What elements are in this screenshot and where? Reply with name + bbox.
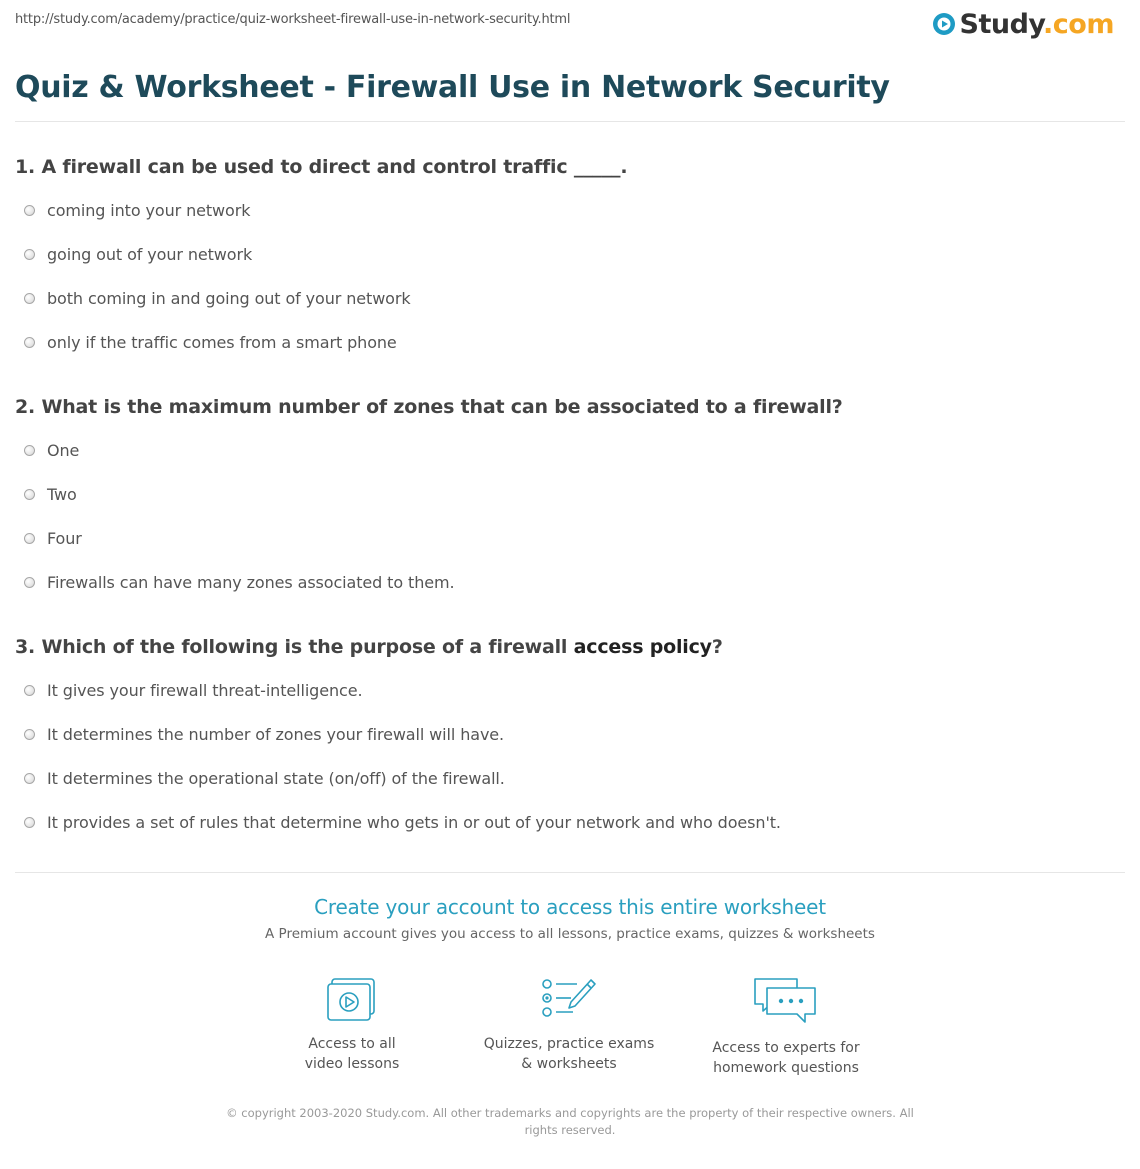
study-logo[interactable]	[933, 6, 1114, 42]
answer-label: It provides a set of rules that determine who gets in or out of your network and who doesn't.	[47, 812, 781, 832]
answer-label: It gives your firewall threat-intelligence.	[47, 680, 363, 700]
answer-label: both coming in and going out of your network	[47, 288, 411, 308]
page-title: Quiz & Worksheet - Firewall Use in Network Security	[15, 70, 890, 105]
radio-button[interactable]	[24, 533, 35, 544]
answer-label: Four	[47, 528, 82, 548]
question-emphasis: access policy	[573, 636, 712, 658]
radio-button[interactable]	[24, 293, 35, 304]
feature-label-line1: Quizzes, practice exams	[483, 1036, 655, 1052]
radio-button[interactable]	[24, 729, 35, 740]
feature-label-line1: Access to all	[308, 1036, 396, 1052]
feature-label-line2: & worksheets	[521, 1056, 617, 1072]
radio-button[interactable]	[24, 685, 35, 696]
question-2	[15, 394, 1125, 604]
answer-option[interactable]	[15, 516, 1125, 560]
question-1	[15, 154, 1125, 364]
play-logo-icon	[933, 13, 955, 35]
answer-option[interactable]	[15, 472, 1125, 516]
feature-video-lessons	[252, 976, 452, 1074]
quiz-checklist-icon	[541, 976, 597, 1024]
answer-list	[15, 668, 1125, 844]
radio-button[interactable]	[24, 205, 35, 216]
answer-label: It determines the operational state (on/off) of the firewall.	[47, 768, 505, 788]
chat-bubbles-icon	[753, 976, 819, 1028]
answer-option[interactable]	[15, 232, 1125, 276]
feature-label-line1: Access to experts for	[712, 1040, 860, 1056]
answer-list	[15, 188, 1125, 364]
answer-option[interactable]	[15, 800, 1125, 844]
radio-button[interactable]	[24, 445, 35, 456]
video-lessons-icon	[326, 976, 378, 1024]
radio-button[interactable]	[24, 773, 35, 784]
page-url[interactable]: http://study.com/academy/practice/quiz-worksheet-firewall-use-in-network-security.html	[15, 12, 571, 27]
copyright-text: © copyright 2003-2020 Study.com. All other trademarks and copyrights are the property of their respective owners. All rights reserved.	[226, 1106, 914, 1137]
logo-dot-com: .com	[1043, 8, 1114, 40]
answer-label: One	[47, 440, 80, 460]
answer-option[interactable]	[15, 276, 1125, 320]
logo-name: Study	[959, 8, 1044, 40]
radio-button[interactable]	[24, 249, 35, 260]
question-number: 1.	[15, 156, 36, 178]
answer-option[interactable]	[15, 560, 1125, 604]
answer-label: Two	[47, 484, 77, 504]
radio-button[interactable]	[24, 337, 35, 348]
answer-option[interactable]	[15, 756, 1125, 800]
answer-label: only if the traffic comes from a smart phone	[47, 332, 397, 352]
question-text	[15, 634, 1125, 660]
radio-button[interactable]	[24, 489, 35, 500]
cta-divider	[15, 872, 1125, 873]
answer-label: coming into your network	[47, 200, 251, 220]
answer-option[interactable]	[15, 188, 1125, 232]
answer-option[interactable]	[15, 668, 1125, 712]
radio-button[interactable]	[24, 817, 35, 828]
answer-option[interactable]	[15, 428, 1125, 472]
feature-quizzes	[469, 976, 669, 1074]
question-prompt: Which of the following is the purpose of a firewall	[41, 636, 574, 658]
question-prompt: A firewall can be used to direct and control traffic _____.	[41, 156, 628, 178]
question-text	[15, 394, 1125, 420]
create-account-link[interactable]: Create your account to access this entire worksheet	[314, 895, 826, 919]
question-number: 2.	[15, 396, 36, 418]
answer-label: going out of your network	[47, 244, 253, 264]
feature-label-line2: video lessons	[304, 1056, 400, 1072]
feature-label-line2: homework questions	[713, 1060, 859, 1076]
answer-label: Firewalls can have many zones associated to them.	[47, 572, 455, 592]
title-divider	[15, 121, 1125, 122]
answer-option[interactable]	[15, 712, 1125, 756]
answer-label: It determines the number of zones your firewall will have.	[47, 724, 505, 744]
question-prompt-end: ?	[711, 636, 723, 658]
question-text	[15, 154, 1125, 180]
radio-button[interactable]	[24, 577, 35, 588]
answer-list	[15, 428, 1125, 604]
question-prompt: What is the maximum number of zones that can be associated to a firewall?	[41, 396, 843, 418]
cta-subtitle: A Premium account gives you access to all lessons, practice exams, quizzes & worksheets	[265, 926, 875, 942]
feature-experts	[686, 976, 886, 1078]
top-bar	[0, 0, 1140, 50]
answer-option[interactable]	[15, 320, 1125, 364]
question-3	[15, 634, 1125, 844]
question-number: 3.	[15, 636, 36, 658]
